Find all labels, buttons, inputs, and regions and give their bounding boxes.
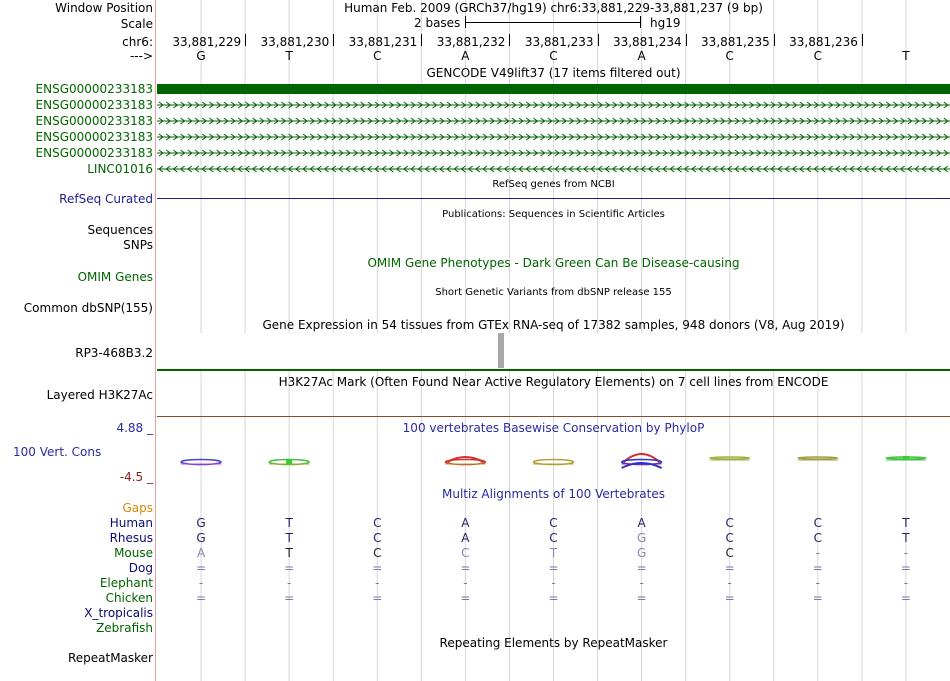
multiz-base: T xyxy=(285,516,293,530)
multiz-base: C xyxy=(725,516,734,530)
multiz-base: = xyxy=(372,561,383,575)
multiz-base: C xyxy=(725,531,734,545)
base-letter[interactable]: C xyxy=(549,49,558,63)
multiz-base: G xyxy=(636,531,647,545)
gtex-gene-label[interactable]: RP3-468B3.2 xyxy=(75,346,153,360)
multiz-base: - xyxy=(639,576,644,590)
gencode-transcript-label[interactable]: ENSG00000233183 xyxy=(35,98,153,112)
omim-track-label[interactable]: OMIM Genes xyxy=(77,270,153,284)
multiz-base: C xyxy=(373,546,382,560)
base-letter[interactable]: C xyxy=(373,49,382,63)
multiz-base: = xyxy=(460,591,471,605)
gencode-transcript-label[interactable]: ENSG00000233183 xyxy=(35,130,153,144)
multiz-base: = xyxy=(724,561,735,575)
phylop-track-label[interactable]: 100 Vert. Cons xyxy=(13,445,102,459)
multiz-base: C xyxy=(813,531,823,545)
multiz-base: A xyxy=(461,516,470,530)
base-letter[interactable]: T xyxy=(902,49,910,63)
chrom-label: chr6: xyxy=(122,35,153,49)
multiz-base: C xyxy=(549,531,558,545)
gtex-track-title: Gene Expression in 54 tissues from GTEx RNA-seq of 17382 samples, 948 donors (V8, Aug 2019) xyxy=(262,318,845,332)
multiz-base: = xyxy=(724,591,735,605)
multiz-base: = xyxy=(284,591,295,605)
coordinate-tick-label: 33,881,231 xyxy=(348,35,418,49)
multiz-base: = xyxy=(548,591,559,605)
base-letter[interactable]: A xyxy=(637,49,646,63)
phylop-dot xyxy=(903,456,909,460)
base-letter[interactable]: T xyxy=(285,49,293,63)
h3k27ac-track-label[interactable]: Layered H3K27Ac xyxy=(46,388,153,402)
gencode-transcript-label[interactable]: ENSG00000233183 xyxy=(35,82,153,96)
base-letter[interactable]: C xyxy=(813,49,823,63)
multiz-base: T xyxy=(549,546,558,560)
multiz-base: T xyxy=(285,546,293,560)
multiz-species-label[interactable]: Dog xyxy=(128,561,153,575)
multiz-base: = xyxy=(812,561,823,575)
multiz-base: C xyxy=(813,516,823,530)
gencode-transcript-label[interactable]: ENSG00000233183 xyxy=(35,146,153,160)
repeatmasker-track-label[interactable]: RepeatMasker xyxy=(67,651,153,665)
coordinate-tick-label: 33,881,229 xyxy=(172,35,242,49)
multiz-species-label[interactable]: Elephant xyxy=(99,576,153,590)
omim-track-title: OMIM Gene Phenotypes - Dark Green Can Be Disease-causing xyxy=(367,256,740,270)
multiz-base: - xyxy=(375,576,380,590)
repeatmasker-track-title: Repeating Elements by RepeatMasker xyxy=(439,636,668,650)
base-letter[interactable]: C xyxy=(725,49,734,63)
multiz-base: = xyxy=(196,561,207,575)
base-letter[interactable]: G xyxy=(196,49,206,63)
multiz-base: = xyxy=(636,591,647,605)
coordinate-tick-label: 33,881,234 xyxy=(612,35,682,49)
multiz-species-label[interactable]: Chicken xyxy=(105,591,153,605)
multiz-base: - xyxy=(903,546,909,560)
multiz-base: A xyxy=(196,546,206,560)
multiz-base: C xyxy=(725,546,734,560)
h3k27ac-track-title: H3K27Ac Mark (Often Found Near Active Regulatory Elements) on 7 cell lines from ENCODE xyxy=(278,375,829,389)
multiz-base: = xyxy=(900,561,911,575)
multiz-species-label[interactable]: Human xyxy=(109,516,153,530)
phylop-dot xyxy=(286,460,292,464)
multiz-base: T xyxy=(285,531,293,545)
multiz-species-label[interactable]: Mouse xyxy=(114,546,153,560)
multiz-base: G xyxy=(196,516,206,530)
multiz-base: T xyxy=(902,531,910,545)
gaps-label[interactable]: Gaps xyxy=(122,501,153,515)
multiz-species-label[interactable]: Rhesus xyxy=(109,531,153,545)
multiz-base: C xyxy=(373,531,382,545)
multiz-base: G xyxy=(636,546,647,560)
gencode-transcript-label[interactable]: LINC01016 xyxy=(87,162,153,176)
window-position-text[interactable]: Human Feb. 2009 (GRCh37/hg19) chr6:33,881,229-33,881,237 (9 bp) xyxy=(344,1,763,15)
coordinate-tick-label: 33,881,236 xyxy=(789,35,858,49)
snps-track-label[interactable]: SNPs xyxy=(123,238,153,252)
multiz-species-label[interactable]: Zebrafish xyxy=(96,621,153,635)
phylop-min-label: -4.5 _ xyxy=(119,470,153,484)
window-position-label: Window Position xyxy=(55,1,153,15)
scale-assembly: hg19 xyxy=(650,16,681,30)
strand-label: ---> xyxy=(129,49,153,63)
refseq-track-title: RefSeq genes from NCBI xyxy=(492,179,615,190)
coordinate-tick-label: 33,881,233 xyxy=(524,35,594,49)
multiz-base: - xyxy=(903,576,909,590)
multiz-base: = xyxy=(284,561,295,575)
multiz-base: - xyxy=(463,576,468,590)
base-letter[interactable]: A xyxy=(461,49,470,63)
coordinate-tick-label: 33,881,232 xyxy=(436,35,506,49)
phylop-glyph xyxy=(710,457,750,459)
multiz-track-title: Multiz Alignments of 100 Vertebrates xyxy=(441,487,666,501)
multiz-base: = xyxy=(900,591,911,605)
multiz-base: = xyxy=(196,591,207,605)
scale-label: Scale xyxy=(120,17,153,31)
multiz-base: C xyxy=(461,546,470,560)
multiz-base: G xyxy=(196,531,206,545)
multiz-species-label[interactable]: X_tropicalis xyxy=(84,606,153,620)
publications-track-title: Publications: Sequences in Scientific Articles xyxy=(442,209,665,220)
dbsnp-track-title: Short Genetic Variants from dbSNP release 155 xyxy=(435,287,672,298)
multiz-base: - xyxy=(198,576,204,590)
multiz-base: A xyxy=(637,516,646,530)
refseq-track-label[interactable]: RefSeq Curated xyxy=(59,192,153,206)
sequences-track-label[interactable]: Sequences xyxy=(87,223,153,237)
multiz-base: = xyxy=(372,591,383,605)
multiz-base: = xyxy=(548,561,559,575)
multiz-base: - xyxy=(551,576,556,590)
gencode-transcript-label[interactable]: ENSG00000233183 xyxy=(35,114,153,128)
multiz-base: A xyxy=(461,531,470,545)
multiz-base: - xyxy=(727,576,732,590)
phylop-track-title: 100 vertebrates Basewise Conservation by PhyloP xyxy=(402,421,705,435)
phylop-max-label: 4.88 _ xyxy=(116,421,153,435)
multiz-base: C xyxy=(549,516,558,530)
scale-text: 2 bases xyxy=(414,16,461,30)
coordinate-tick-label: 33,881,230 xyxy=(260,35,330,49)
multiz-base: C xyxy=(373,516,382,530)
gencode-track-title: GENCODE V49lift37 (17 items filtered out) xyxy=(426,66,681,80)
dbsnp-track-label[interactable]: Common dbSNP(155) xyxy=(23,301,153,315)
coordinate-tick-label: 33,881,235 xyxy=(701,35,770,49)
multiz-base: - xyxy=(286,576,292,590)
multiz-base: = xyxy=(460,561,471,575)
multiz-base: T xyxy=(902,516,910,530)
multiz-base: = xyxy=(636,561,647,575)
multiz-base: - xyxy=(815,576,820,590)
multiz-base: = xyxy=(812,591,823,605)
phylop-glyph xyxy=(798,457,838,459)
multiz-base: - xyxy=(815,546,820,560)
